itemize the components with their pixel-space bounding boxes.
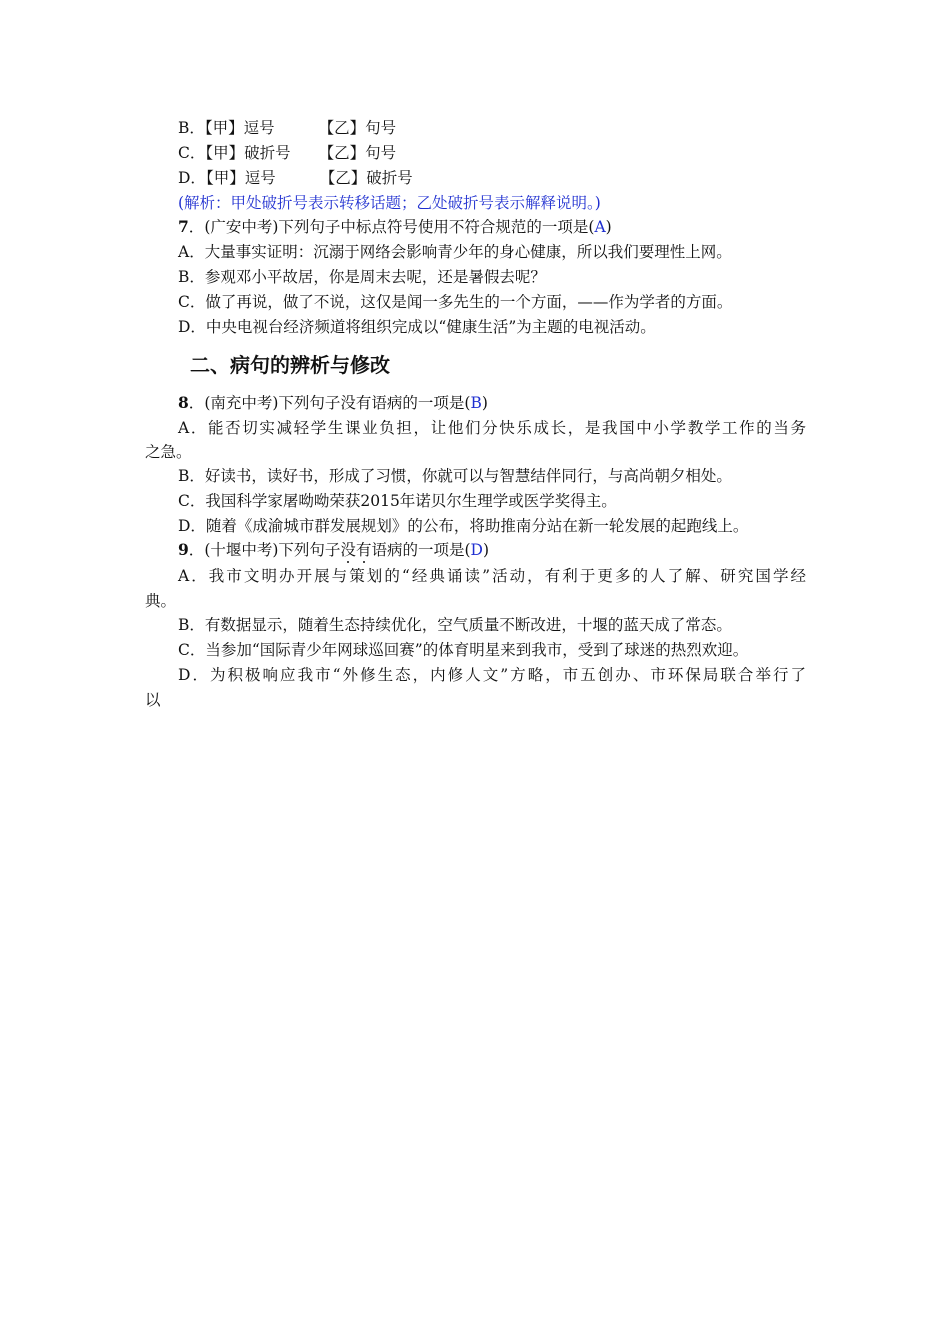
answer-letter: D [470,541,483,559]
emphasis-char: 有 [355,541,372,559]
question-text: 语病的一项是( [371,541,471,559]
q7-stem: 7．(广安中考)下列句子中标点符号使用不符合规范的一项是(A) [178,217,612,236]
option-yi: 【乙】破折号 [319,169,413,187]
q8-option-a: A．能否切实减轻学生课业负担，让他们分快乐成长，是我国中小学教学工作的当务 [178,419,806,437]
q9-option-d: D．为积极响应我市“外修生态，内修人文”方略，市五创办、市环保局联合举行了 [178,666,806,684]
q9-option-a-cont: 典。 [145,592,177,610]
q6-option-c [178,143,396,163]
q7-option-c: C．做了再说，做了不说，这仅是闻一多先生的一个方面，——作为学者的方面。 [178,293,733,311]
option-jia: 【甲】逗号 [205,169,276,187]
q9-option-b: B．有数据显示，随着生态持续优化，空气质量不断改进，十堰的蓝天成了常态。 [178,616,732,634]
q9-option-d-cont: 以 [145,691,161,709]
answer-letter: B [470,394,482,412]
q7-option-d: D．中央电视台经济频道将组织完成以“健康生活”为主题的电视活动。 [178,318,656,336]
q8-option-b: B．好读书，读好书，形成了习惯，你就可以与智慧结伴同行，与高尚朝夕相处。 [178,467,732,485]
q8-stem: 8．(南充中考)下列句子没有语病的一项是(B) [178,393,488,412]
option-yi: 【乙】句号 [318,119,397,137]
q9-stem: 9．(十堰中考)下列句子没有语病的一项是(D) [178,540,490,559]
question-number: 8 [178,393,189,412]
q8-option-d: D．随着《成渝城市群发展规划》的公布，将助推南分站在新一轮发展的起跑线上。 [178,517,749,535]
q6-analysis: (解析：甲处破折号表示转移话题；乙处破折号表示解释说明。) [178,194,601,212]
question-text: (南充中考)下列句子没有语病的一项是( [204,394,471,412]
option-letter: D． [178,169,206,187]
q8-option-c: C．我国科学家屠呦呦荣获2015年诺贝尔生理学或医学奖得主。 [178,492,617,510]
section-heading: 二、病句的辨析与修改 [190,353,390,377]
q7-option-a: A．大量事实证明：沉溺于网络会影响青少年的身心健康，所以我们要理性上网。 [178,243,732,261]
q9-option-a: A．我市文明办开展与策划的“经典诵读”活动，有利于更多的人了解、研究国学经 [178,567,806,585]
option-letter: C． [178,144,206,162]
q9-option-c: C．当参加“国际青少年网球巡回赛”的体育明星来到我市，受到了球迷的热烈欢迎。 [178,641,749,659]
q6-option-d [178,168,413,188]
answer-letter: A [594,218,606,236]
emphasis-char: 没 [340,541,356,559]
q8-option-a-cont: 之急。 [145,443,192,461]
question-text: (广安中考)下列句子中标点符号使用不符合规范的一项是( [204,218,595,236]
question-text: (十堰中考)下列句子 [204,541,341,559]
question-number: 7 [178,217,189,236]
option-jia: 【甲】破折号 [205,144,291,162]
question-number: 9 [178,540,189,559]
option-jia: 【甲】逗号 [204,119,275,137]
option-yi: 【乙】句号 [318,144,397,162]
option-letter: B． [178,119,205,137]
q6-option-b [178,118,396,138]
q7-option-b: B．参观邓小平故居，你是周末去呢，还是暑假去呢？ [178,268,546,286]
